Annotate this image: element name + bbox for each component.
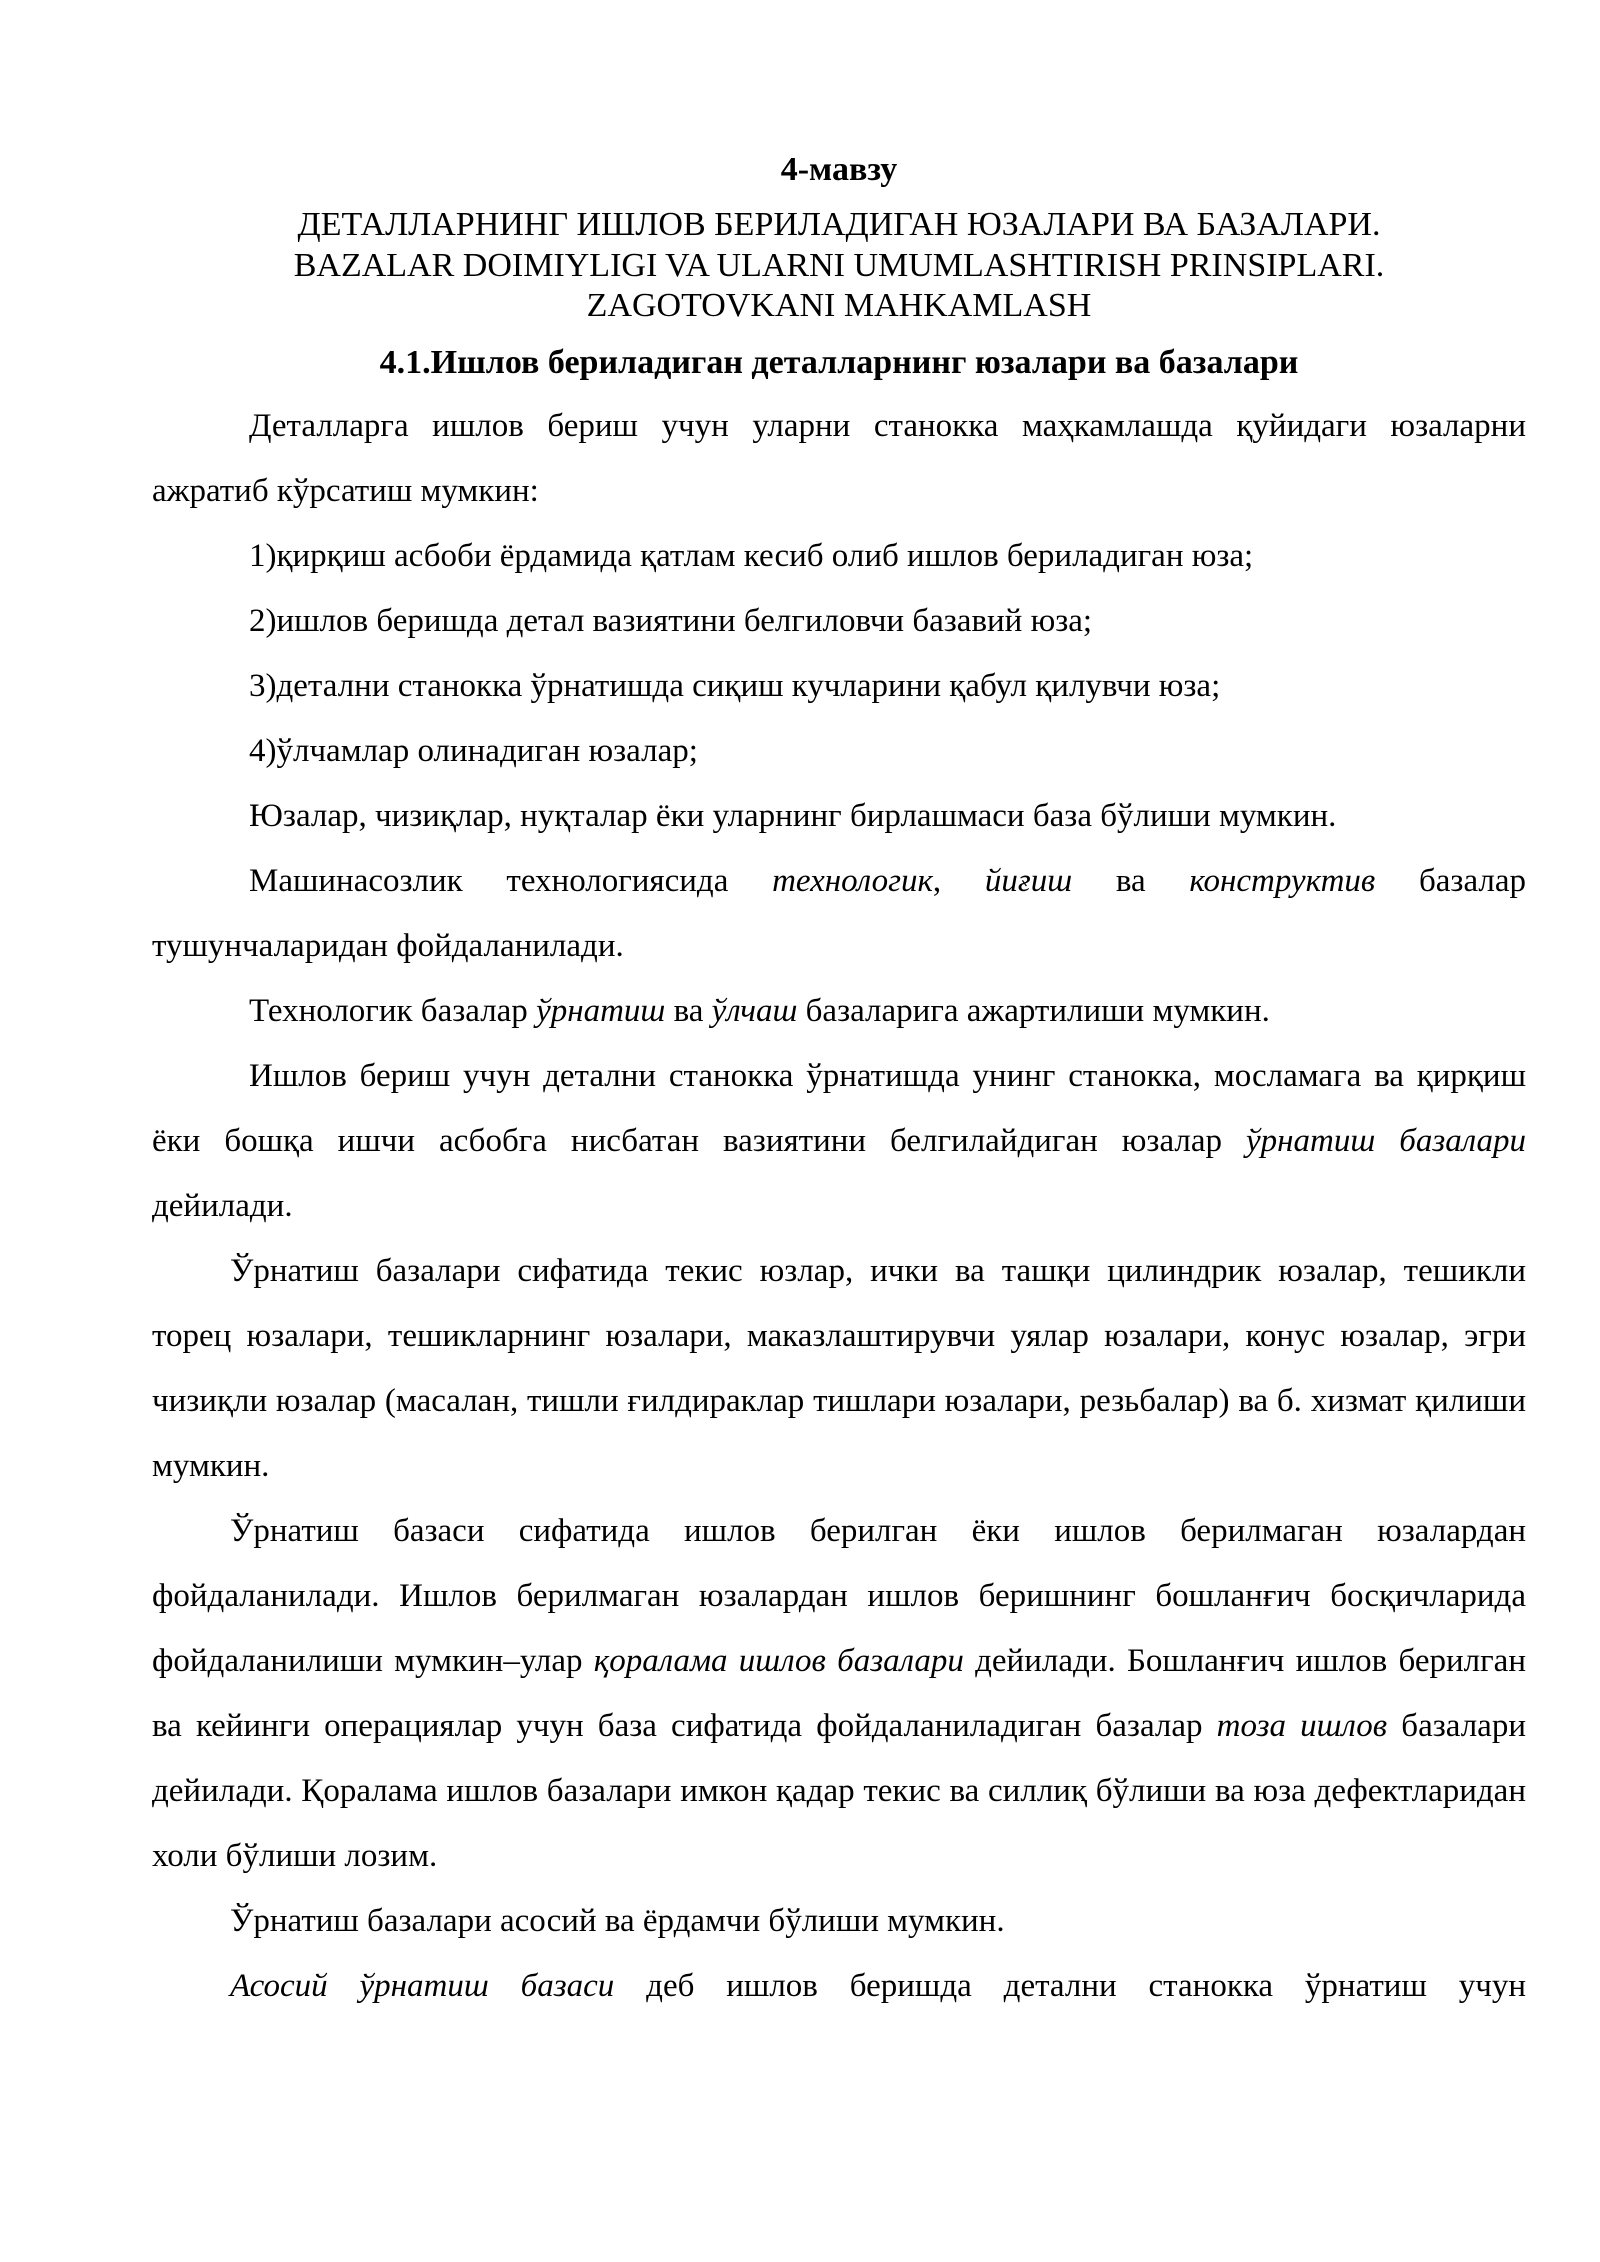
- topic-heading: 4-мавзу: [780, 151, 898, 188]
- paragraph-technology-bases: [152, 849, 1526, 979]
- text-run: базалари дейилади. Қоралама ишлов базалари имкон қадар текис ва силлиқ бўлиши ва юза дефектларидан холи бўлиши лозим.: [152, 1707, 1526, 1874]
- paragraph-technological-bases: [152, 979, 1526, 1044]
- italic-term: ўрнатиш базалари: [1245, 1122, 1526, 1159]
- text-run: дейилади. Бошланғич ишлов берилган ва кейинги операциялар учун база сифатида фойдаланиладиган базалар: [152, 1642, 1526, 1744]
- text-run: базаларига ажартилиши мумкин.: [797, 992, 1270, 1029]
- paragraph-mounting-bases: [152, 1044, 1526, 1239]
- italic-term: ўрнатиш: [536, 992, 666, 1029]
- text-run: деб ишлов беришда детални станокка ўрнатиш учун: [614, 1967, 1526, 2004]
- text-run: ва: [665, 992, 712, 1029]
- document-title: [152, 205, 1526, 327]
- text-run: дейилади.: [152, 1187, 293, 1224]
- list-item: 2)ишлов беришда детал вазиятини белгиловчи базавий юза;: [249, 602, 1093, 639]
- paragraph-main-auxiliary: Ўрнатиш базалари асосий ва ёрдамчи бўлиши мумкин.: [230, 1902, 1005, 1939]
- italic-term: Асосий ўрнатиш базаси: [230, 1967, 615, 2004]
- text-run: Ўрнатиш базаси сифатида ишлов берилган ёки ишлов берилмаган юзалардан фойдаланилади. Ишлов берилмаган юзалардан ишлов беришнинг бошланғич босқичларида фойдаланилиши мумкин–улар: [152, 1512, 1526, 1679]
- text-run: ва: [1072, 862, 1190, 899]
- italic-term: тоза ишлов: [1216, 1707, 1388, 1744]
- paragraph-rough-clean-bases: [152, 1499, 1526, 1889]
- list-item: 1)қирқиш асбоби ёрдамида қатлам кесиб олиб ишлов бериладиган юза;: [249, 537, 1254, 574]
- italic-term: йиғиш: [984, 862, 1073, 899]
- list-item: 4)ўлчамлар олинадиган юзалар;: [249, 732, 698, 769]
- paragraph-surface-examples: Ўрнатиш базалари сифатида текис юзлар, ички ва ташқи цилиндрик юзалар, тешикли торец юзалари, тешикларнинг юзалари, маказлаштирувчи уялар юзалари, конус юзалар, эгри чизиқли юзалар (масалан, тишли ғилдираклар тишлари юзалари, резьбалар) ва б. хизмат қилиши мумкин.: [152, 1252, 1526, 1484]
- text-run: базалар тушунчаларидан фойдаланилади.: [152, 862, 1526, 964]
- title-line-1: ДЕТАЛЛАРНИНГ ИШЛОВ БЕРИЛАДИГАН ЮЗАЛАРИ ВА БАЗАЛАРИ.: [297, 205, 1381, 243]
- italic-term: конструктив: [1189, 862, 1376, 899]
- italic-term: қоралама ишлов базалари: [593, 1642, 964, 1679]
- text-run: Технологик базалар: [249, 992, 537, 1029]
- text-run: ,: [932, 862, 985, 899]
- text-run: Машинасозлик технологиясида: [249, 862, 773, 899]
- paragraph-base-types: Юзалар, чизиқлар, нуқталар ёки уларнинг бирлашмаси база бўлиши мумкин.: [249, 797, 1337, 834]
- document-body: [152, 150, 1526, 2019]
- title-line-3: ZAGOTOVKANI MAHKAMLASH: [586, 287, 1092, 325]
- italic-term: ўлчаш: [711, 992, 798, 1029]
- paragraph-main-base-definition: [152, 1954, 1526, 2019]
- paragraph-intro: Деталларга ишлов бериш учун уларни станокка маҳкамлашда қуйидаги юзаларни ажратиб кўрсатиш мумкин:: [152, 407, 1526, 509]
- title-line-2: BAZALAR DOIMIYLIGI VA ULARNI UMUMLASHTIRISH PRINSIPLARI.: [293, 246, 1385, 284]
- section-heading: 4.1.Ишлов бериладиган деталларнинг юзалари ва базалари: [379, 344, 1299, 382]
- list-item: 3)детални станокка ўрнатишда сиқиш кучларини қабул қилувчи юза;: [249, 667, 1221, 704]
- italic-term: технологик: [772, 862, 933, 899]
- text-run: Ишлов бериш учун детални станокка ўрнатишда унинг станокка, мосламага ва қирқиш ёки бошқа ишчи асбобга нисбатан вазиятини белгилайдиган юзалар: [152, 1057, 1526, 1159]
